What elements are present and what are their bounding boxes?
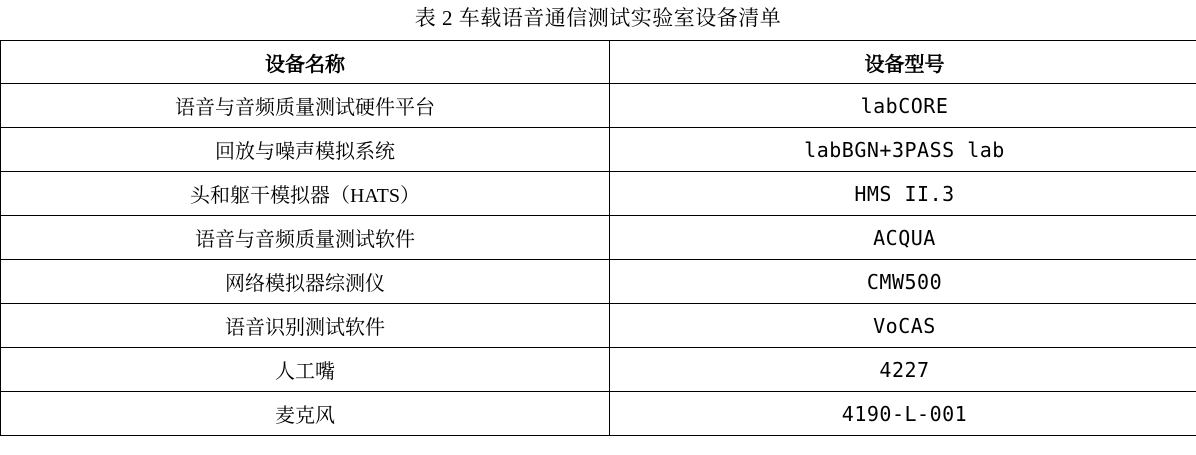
- cell-equipment-name: 语音与音频质量测试硬件平台: [1, 84, 610, 128]
- cell-equipment-model: VoCAS: [610, 304, 1196, 348]
- cell-equipment-name: 麦克风: [1, 392, 610, 436]
- cell-equipment-name: 网络模拟器综测仪: [1, 260, 610, 304]
- table-row: [1, 392, 1196, 436]
- cell-equipment-name: 头和躯干模拟器（HATS）: [1, 172, 610, 216]
- cell-equipment-model: 4227: [610, 348, 1196, 392]
- table-row: [1, 216, 1196, 260]
- table-row: [1, 172, 1196, 216]
- equipment-table: [0, 40, 1196, 436]
- cell-equipment-model: labBGN+3PASS lab: [610, 128, 1196, 172]
- cell-equipment-model: 4190-L-001: [610, 392, 1196, 436]
- cell-equipment-name: 回放与噪声模拟系统: [1, 128, 610, 172]
- table-row: [1, 260, 1196, 304]
- cell-equipment-name: 语音与音频质量测试软件: [1, 216, 610, 260]
- cell-equipment-model: CMW500: [610, 260, 1196, 304]
- column-header-equipment-model: 设备型号: [610, 41, 1196, 84]
- column-header-equipment-name: 设备名称: [1, 41, 610, 84]
- table-row: [1, 84, 1196, 128]
- table-row: [1, 348, 1196, 392]
- cell-equipment-model: labCORE: [610, 84, 1196, 128]
- cell-equipment-model: HMS II.3: [610, 172, 1196, 216]
- cell-equipment-name: 人工嘴: [1, 348, 610, 392]
- cell-equipment-name: 语音识别测试软件: [1, 304, 610, 348]
- cell-equipment-model: ACQUA: [610, 216, 1196, 260]
- table-row: [1, 128, 1196, 172]
- table-header-row: [1, 41, 1196, 84]
- table-row: [1, 304, 1196, 348]
- table-caption: 表 2 车载语音通信测试实验室设备清单: [414, 6, 782, 30]
